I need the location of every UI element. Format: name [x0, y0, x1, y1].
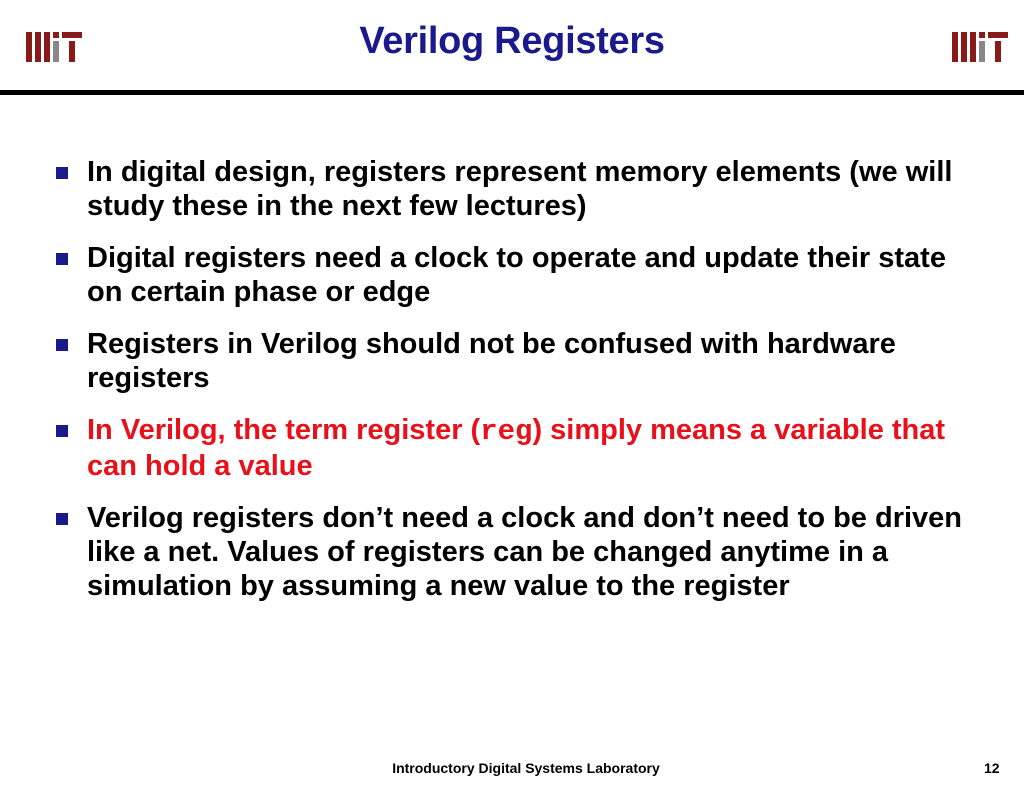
bullet-item — [56, 327, 976, 395]
footer-course-name: Introductory Digital Systems Laboratory — [392, 760, 660, 776]
bullet-text: Registers in Verilog should not be confused with hardware registers — [87, 328, 896, 394]
bullet-item — [56, 501, 976, 603]
square-bullet-icon — [56, 425, 68, 437]
square-bullet-icon — [56, 167, 68, 179]
bullet-item-highlighted — [56, 413, 976, 483]
bullet-text: Verilog registers don’t need a clock and don’t need to be driven like a net. Values of registers can be changed anytime in a simulation by assuming a new value to the register — [87, 502, 963, 602]
bullet-item — [56, 241, 976, 309]
mit-logo — [952, 32, 1008, 62]
slide-title: Verilog Registers — [359, 20, 665, 62]
bullet-list — [56, 155, 976, 621]
square-bullet-icon — [56, 253, 68, 265]
code-keyword: reg — [480, 415, 533, 448]
square-bullet-icon — [56, 513, 68, 525]
bullet-text: In digital design, registers represent memory elements (we will study these in the next few lectures) — [87, 156, 953, 222]
page-number: 12 — [984, 760, 1000, 776]
bullet-text: ) simply means a variable that can hold a value — [87, 414, 946, 482]
bullet-item — [56, 155, 976, 223]
title-divider — [0, 90, 1024, 95]
square-bullet-icon — [56, 339, 68, 351]
bullet-text: In Verilog, the term register ( — [87, 414, 481, 446]
bullet-text: Digital registers need a clock to operate and update their state on certain phase or edge — [87, 242, 946, 308]
